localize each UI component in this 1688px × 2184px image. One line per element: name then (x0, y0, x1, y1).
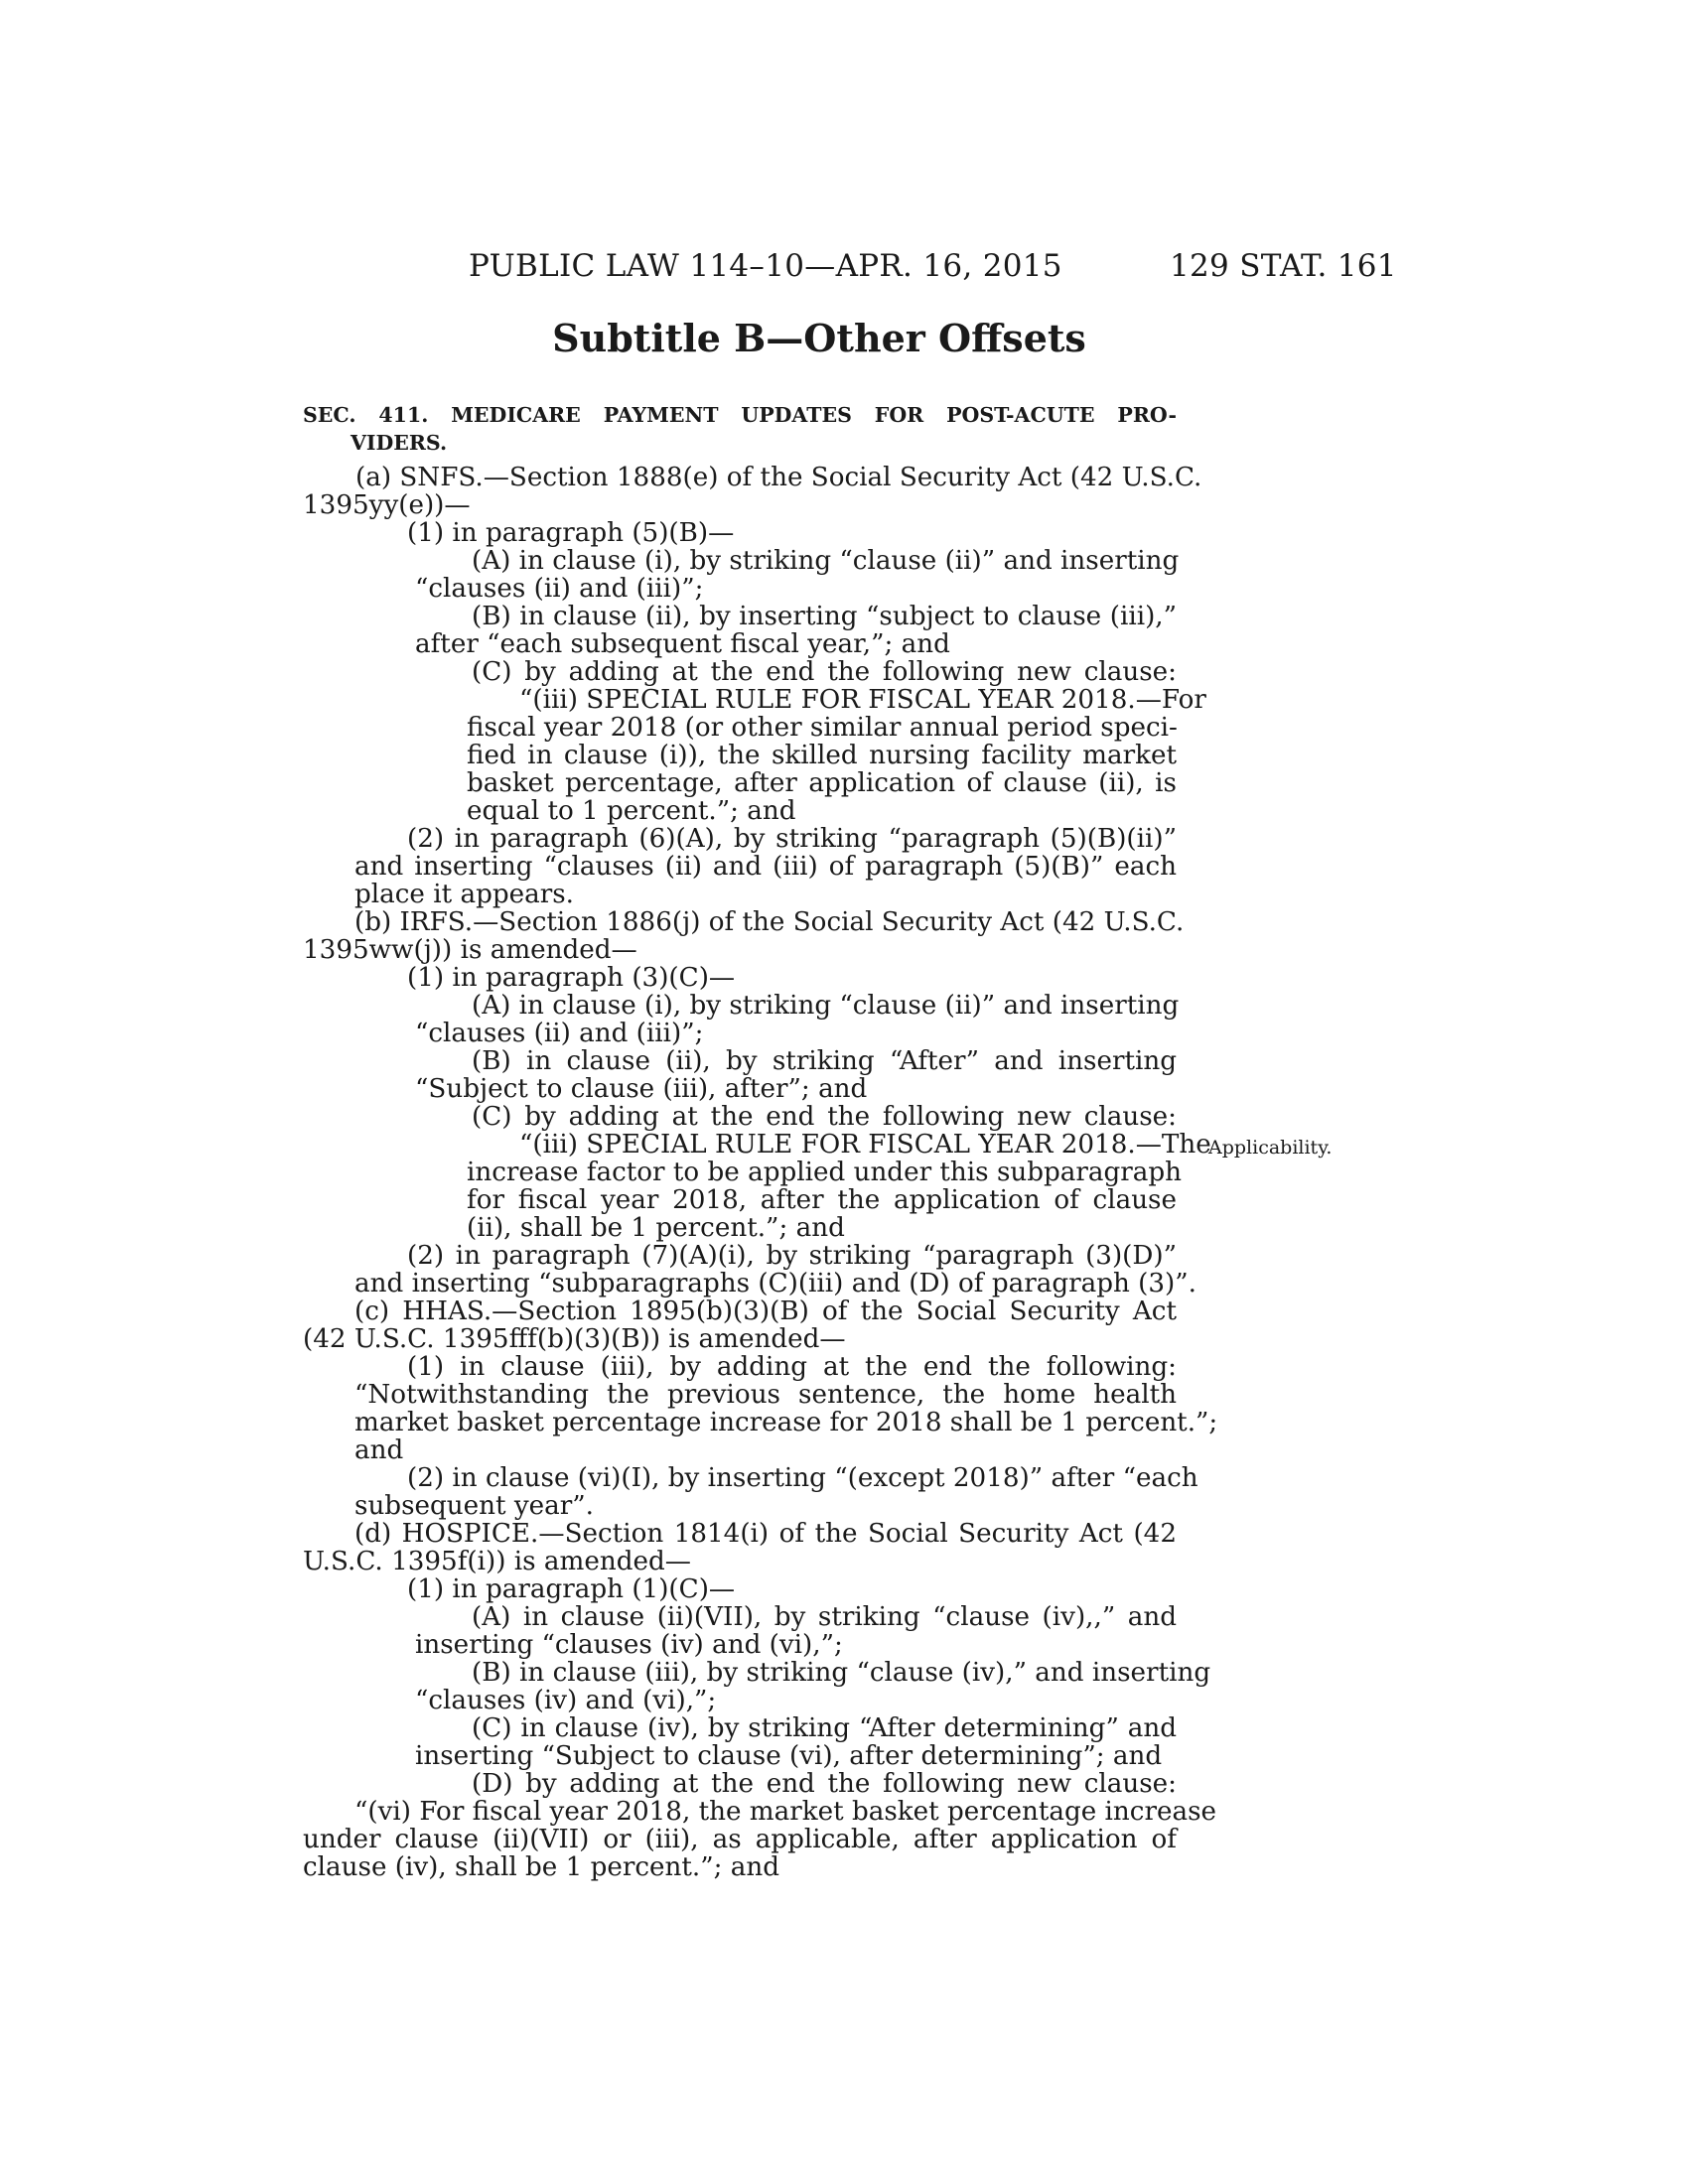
body-line: “clauses (iv) and (vi),”; (415, 1686, 717, 1715)
body-line: (B) in clause (iii), by striking “clause (iv),” and inserting (472, 1658, 1211, 1688)
body-line: (C) by adding at the end the following new clause: (472, 657, 1177, 687)
body-line: (c) HHAS.—Section 1895(b)(3)(B) of the Social Security Act (354, 1297, 1177, 1326)
body-line: “(iii) SPECIAL RULE FOR FISCAL YEAR 2018.—The (519, 1130, 1211, 1160)
body-line: and (354, 1435, 404, 1465)
body-line: “(vi) For fiscal year 2018, the market basket percentage increase (354, 1797, 1217, 1827)
body-line: place it appears. (354, 880, 574, 909)
body-line: and inserting “clauses (ii) and (iii) of paragraph (5)(B)” each (354, 852, 1177, 882)
body-line: “(iii) SPECIAL RULE FOR FISCAL YEAR 2018.—For (519, 685, 1206, 715)
body-line: (C) in clause (iv), by striking “After determining” and (472, 1713, 1177, 1743)
body-line: for fiscal year 2018, after the application of clause (467, 1185, 1177, 1215)
body-line: (ii), shall be 1 percent.”; and (467, 1213, 845, 1243)
body-line: (2) in paragraph (6)(A), by striking “paragraph (5)(B)(ii)” (407, 824, 1177, 854)
body-line: 1395yy(e))— (303, 490, 471, 520)
body-line: (A) in clause (ii)(VII), by striking “clause (iv),,” and (472, 1602, 1177, 1632)
body-line: “clauses (ii) and (iii)”; (415, 574, 704, 604)
body-line: and inserting “subparagraphs (C)(iii) and (D) of paragraph (3)”. (354, 1269, 1196, 1298)
body-line: (C) by adding at the end the following new clause: (472, 1102, 1177, 1132)
body-line: (1) in paragraph (3)(C)— (407, 963, 736, 993)
body-line: clause (iv), shall be 1 percent.”; and (303, 1852, 780, 1882)
body-line: “Notwithstanding the previous sentence, the home health (354, 1380, 1177, 1410)
margin-note-applicability: Applicability. (1208, 1137, 1333, 1159)
body-line: after “each subsequent fiscal year,”; and (415, 629, 950, 659)
body-line: (2) in clause (vi)(I), by inserting “(except 2018)” after “each (407, 1463, 1198, 1493)
body-line: (1) in paragraph (1)(C)— (407, 1574, 736, 1604)
body-line: “Subject to clause (iii), after”; and (415, 1074, 868, 1104)
body-line: subsequent year”. (354, 1491, 594, 1521)
body-line: (d) HOSPICE.—Section 1814(i) of the Social Security Act (42 (354, 1519, 1177, 1549)
subtitle-heading: Subtitle B—Other Offsets (552, 316, 1086, 360)
body-line: (1) in clause (iii), by adding at the end the following: (407, 1352, 1177, 1382)
body-line: increase factor to be applied under this subparagraph (467, 1158, 1183, 1187)
section-heading (303, 401, 1177, 457)
body-line: (1) in paragraph (5)(B)— (407, 518, 735, 548)
section-heading-line-1: SEC. 411. MEDICARE PAYMENT UPDATES FOR POST-ACUTE PRO- (303, 403, 1177, 427)
body-line: inserting “Subject to clause (vi), after determining”; and (415, 1741, 1163, 1771)
body-line: U.S.C. 1395f(i)) is amended— (303, 1547, 691, 1576)
running-header-citation: PUBLIC LAW 114–10—APR. 16, 2015 (469, 248, 1062, 284)
body-line: (42 U.S.C. 1395fff(b)(3)(B)) is amended— (303, 1324, 846, 1354)
body-line: (D) by adding at the end the following new clause: (472, 1769, 1177, 1799)
body-line: market basket percentage increase for 2018 shall be 1 percent.”; (354, 1408, 1218, 1437)
body-line: under clause (ii)(VII) or (iii), as applicable, after application of (303, 1825, 1177, 1854)
body-line: inserting “clauses (iv) and (vi),”; (415, 1630, 843, 1660)
body-line: (B) in clause (ii), by inserting “subject to clause (iii),” (472, 602, 1177, 631)
body-line: (A) in clause (i), by striking “clause (ii)” and inserting (472, 546, 1180, 576)
body-line: basket percentage, after application of clause (ii), is (467, 768, 1177, 798)
body-line: equal to 1 percent.”; and (467, 796, 796, 826)
body-line: (B) in clause (ii), by striking “After” and inserting (472, 1046, 1177, 1076)
body-line: fied in clause (i)), the skilled nursing facility market (467, 741, 1177, 770)
body-line: fiscal year 2018 (or other similar annual period speci- (467, 713, 1178, 743)
body-line: (A) in clause (i), by striking “clause (ii)” and inserting (472, 991, 1180, 1021)
body-line: (b) IRFS.—Section 1886(j) of the Social Security Act (42 U.S.C. (354, 907, 1185, 937)
section-heading-line-2: VIDERS. (351, 431, 448, 455)
body-line: (a) SNFS.—Section 1888(e) of the Social Security Act (42 U.S.C. (355, 463, 1202, 492)
body-line: (2) in paragraph (7)(A)(i), by striking “paragraph (3)(D)” (407, 1241, 1177, 1271)
page-number: 129 STAT. 161 (1170, 248, 1397, 284)
section-body (303, 463, 1218, 1882)
body-line: “clauses (ii) and (iii)”; (415, 1019, 704, 1048)
body-line: 1395ww(j)) is amended— (303, 935, 637, 965)
